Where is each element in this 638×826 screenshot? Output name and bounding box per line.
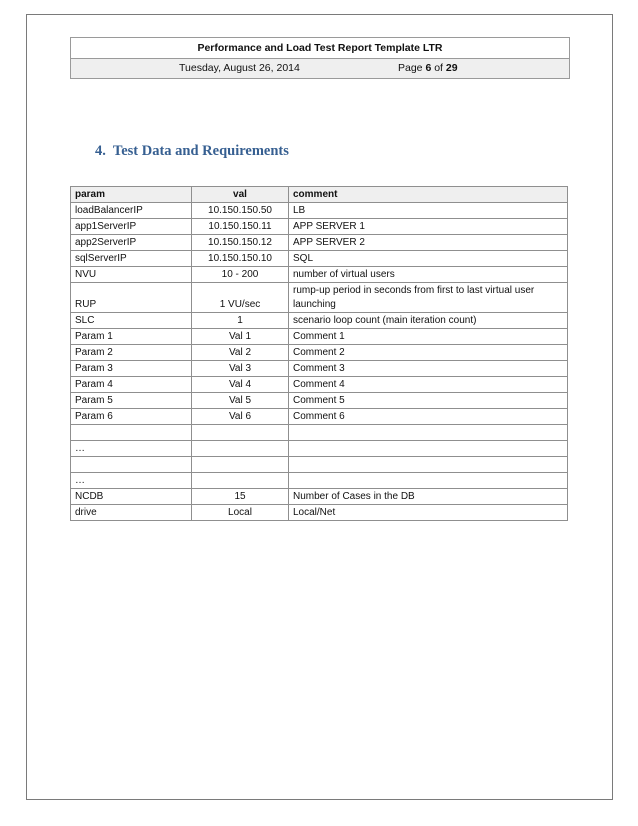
cell-comment: Comment 2 (289, 345, 568, 361)
cell-param: Param 3 (71, 361, 192, 377)
cell-param: NVU (71, 267, 192, 283)
cell-param: loadBalancerIP (71, 203, 192, 219)
table-row (71, 425, 568, 441)
cell-val: 10.150.150.10 (192, 251, 289, 267)
table-row (71, 505, 568, 521)
cell-val: Val 3 (192, 361, 289, 377)
header-date: Tuesday, August 26, 2014 (179, 62, 300, 74)
cell-val: Local (192, 505, 289, 521)
section-heading (95, 143, 289, 160)
table-row (71, 203, 568, 219)
cell-param: SLC (71, 313, 192, 329)
table-row (71, 393, 568, 409)
cell-val: Val 6 (192, 409, 289, 425)
cell-comment: scenario loop count (main iteration count) (289, 313, 568, 329)
page-total: 29 (445, 62, 458, 74)
cell-val: Val 2 (192, 345, 289, 361)
table-row (71, 473, 568, 489)
cell-val: Val 4 (192, 377, 289, 393)
cell-comment: Comment 3 (289, 361, 568, 377)
cell-param (71, 457, 192, 473)
cell-comment: Comment 1 (289, 329, 568, 345)
column-header-param: param (71, 187, 192, 203)
cell-param: drive (71, 505, 192, 521)
cell-val: Val 1 (192, 329, 289, 345)
table-row (71, 219, 568, 235)
table-row (71, 235, 568, 251)
table-row (71, 377, 568, 393)
table-row (71, 361, 568, 377)
cell-val (192, 457, 289, 473)
table-row (71, 251, 568, 267)
column-header-comment: comment (289, 187, 568, 203)
parameters-table (70, 186, 568, 521)
cell-comment: LB (289, 203, 568, 219)
header-info-row (71, 59, 569, 78)
cell-param: sqlServerIP (71, 251, 192, 267)
cell-val: 10.150.150.11 (192, 219, 289, 235)
cell-param (71, 425, 192, 441)
section-number: 4. (95, 143, 106, 159)
page-number (398, 59, 458, 78)
cell-val: 1 VU/sec (192, 283, 289, 313)
cell-param: Param 4 (71, 377, 192, 393)
cell-param: app2ServerIP (71, 235, 192, 251)
table-row (71, 489, 568, 505)
cell-comment: Local/Net (289, 505, 568, 521)
cell-param: NCDB (71, 489, 192, 505)
table-row (71, 345, 568, 361)
table-row (71, 409, 568, 425)
cell-val: 10 - 200 (192, 267, 289, 283)
cell-comment: APP SERVER 2 (289, 235, 568, 251)
cell-comment: SQL (289, 251, 568, 267)
table-header-row (71, 187, 568, 203)
document-title: Performance and Load Test Report Template LTR (71, 38, 569, 59)
cell-param: … (71, 441, 192, 457)
cell-param: … (71, 473, 192, 489)
cell-comment: Comment 4 (289, 377, 568, 393)
cell-comment: APP SERVER 1 (289, 219, 568, 235)
cell-val: 1 (192, 313, 289, 329)
page-current: 6 (425, 62, 432, 74)
table-row (71, 267, 568, 283)
cell-param: RUP (71, 283, 192, 313)
cell-val: 10.150.150.12 (192, 235, 289, 251)
cell-comment (289, 425, 568, 441)
cell-comment (289, 441, 568, 457)
page-header (70, 37, 570, 79)
column-header-val: val (192, 187, 289, 203)
cell-val: 10.150.150.50 (192, 203, 289, 219)
page-of: of (434, 62, 443, 74)
cell-comment: Comment 6 (289, 409, 568, 425)
table-row (71, 441, 568, 457)
table-row (71, 329, 568, 345)
cell-comment: number of virtual users (289, 267, 568, 283)
page-prefix: Page (398, 62, 423, 74)
cell-val: Val 5 (192, 393, 289, 409)
cell-param: Param 6 (71, 409, 192, 425)
cell-param: app1ServerIP (71, 219, 192, 235)
table-row (71, 313, 568, 329)
cell-param: Param 5 (71, 393, 192, 409)
cell-comment (289, 457, 568, 473)
cell-val (192, 441, 289, 457)
table-row (71, 457, 568, 473)
cell-val (192, 425, 289, 441)
cell-param: Param 1 (71, 329, 192, 345)
cell-val: 15 (192, 489, 289, 505)
cell-val (192, 473, 289, 489)
cell-comment (289, 473, 568, 489)
table-row (71, 283, 568, 313)
cell-comment: rump-up period in seconds from first to last virtual user launching (289, 283, 568, 313)
section-title: Test Data and Requirements (112, 143, 289, 159)
cell-param: Param 2 (71, 345, 192, 361)
cell-comment: Number of Cases in the DB (289, 489, 568, 505)
cell-comment: Comment 5 (289, 393, 568, 409)
